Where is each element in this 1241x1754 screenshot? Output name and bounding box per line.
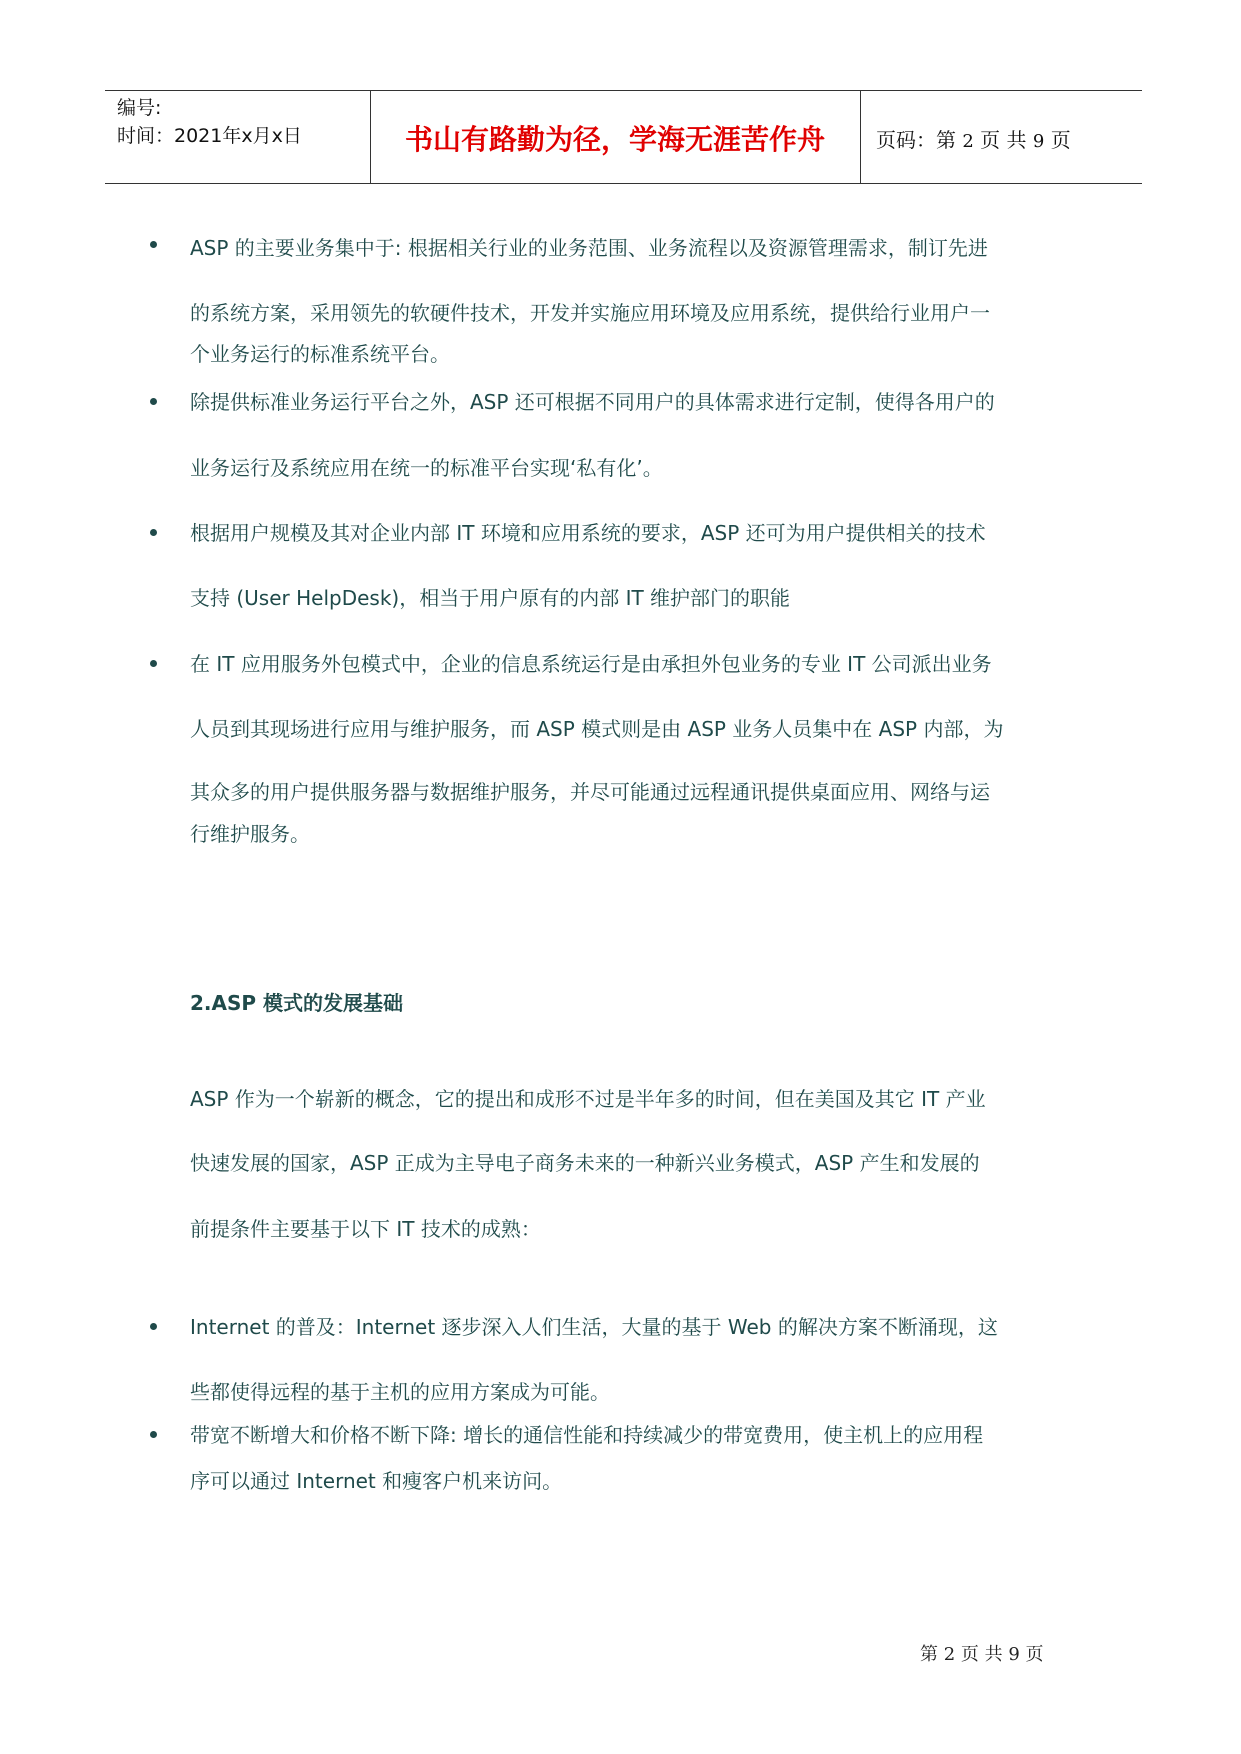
page-footer: 第 2 页 共 9 页 [920, 1644, 1044, 1665]
page-mid: 页 共 [980, 128, 1027, 152]
bullet-a4-line2: 人员到其现场进行应用与维护服务，而 ASP 模式则是由 ASP 业务人员集中在 ASP 内部，为 [190, 717, 1004, 741]
header-time-label: 时间：2021年x月x日 [117, 125, 302, 147]
section-paragraph-line3: 前提条件主要基于以下 IT 技术的成熟： [190, 1217, 541, 1241]
bullet-icon [150, 1323, 157, 1330]
section-paragraph-line2: 快速发展的国家，ASP 正成为主导电子商务未来的一种新兴业务模式，ASP 产生和发展的 [190, 1151, 980, 1175]
bullet-icon [150, 398, 157, 405]
section-title: 2.ASP 模式的发展基础 [190, 991, 404, 1015]
bullet-a2-line1: 除提供标准业务运行平台之外，ASP 还可根据不同用户的具体需求进行定制，使得各用户的 [190, 390, 995, 414]
bullet-icon [150, 529, 157, 536]
bullet-b1-line1: Internet 的普及：Internet 逐步深入人们生活，大量的基于 Web 的解决方案不断涌现，这 [190, 1315, 998, 1339]
bullet-b1-line2: 些都使得远程的基于主机的应用方案成为可能。 [190, 1380, 610, 1404]
page-total: 9 [1032, 131, 1045, 152]
page-suffix: 页 [1050, 128, 1071, 152]
bullet-a4-line3: 其众多的用户提供服务器与数据维护服务，并尽可能通过远程通讯提供桌面应用、网络与运 [190, 780, 990, 804]
header-meta [117, 94, 302, 150]
section-paragraph-line1: ASP 作为一个崭新的概念，它的提出和成形不过是半年多的时间，但在美国及其它 IT 产业 [190, 1087, 986, 1111]
bullet-a3-line1: 根据用户规模及其对企业内部 IT 环境和应用系统的要求，ASP 还可为用户提供相关的技术 [190, 521, 986, 545]
bullet-a4-line4: 行维护服务。 [190, 822, 310, 846]
bullet-a1-line2: 的系统方案，采用领先的软硬件技术，开发并实施应用环境及应用系统，提供给行业用户一 [190, 301, 990, 325]
bullet-a4-line1: 在 IT 应用服务外包模式中，企业的信息系统运行是由承担外包业务的专业 IT 公司派出业务 [190, 652, 992, 676]
bullet-icon [150, 660, 157, 667]
bullet-icon [150, 1431, 157, 1438]
bullet-a1-line3: 个业务运行的标准系统平台。 [190, 342, 450, 366]
page-prefix: 页码：第 [876, 128, 956, 152]
header-divider-right [860, 90, 861, 184]
bullet-a2-line2: 业务运行及系统应用在统一的标准平台实现‘私有化’。 [190, 456, 663, 480]
header-motto: 书山有路勤为径，学海无涯苦作舟 [404, 123, 825, 156]
bullet-b2-line1: 带宽不断增大和价格不断下降: 增长的通信性能和持续减少的带宽费用，使主机上的应用程 [190, 1423, 984, 1447]
bullet-icon [150, 241, 157, 248]
header-page-indicator [876, 124, 1071, 153]
header-number-label: 编号: [117, 97, 162, 119]
header-bottom-rule [105, 183, 1142, 184]
header-top-rule [105, 90, 1142, 91]
bullet-a3-line2: 支持 (User HelpDesk)，相当于用户原有的内部 IT 维护部门的职能 [190, 586, 791, 610]
page-current: 2 [962, 131, 974, 152]
bullet-a1-line1: ASP 的主要业务集中于: 根据相关行业的业务范围、业务流程以及资源管理需求，制订先进 [190, 236, 988, 260]
bullet-b2-line2: 序可以通过 Internet 和瘦客户机来访问。 [190, 1469, 563, 1493]
